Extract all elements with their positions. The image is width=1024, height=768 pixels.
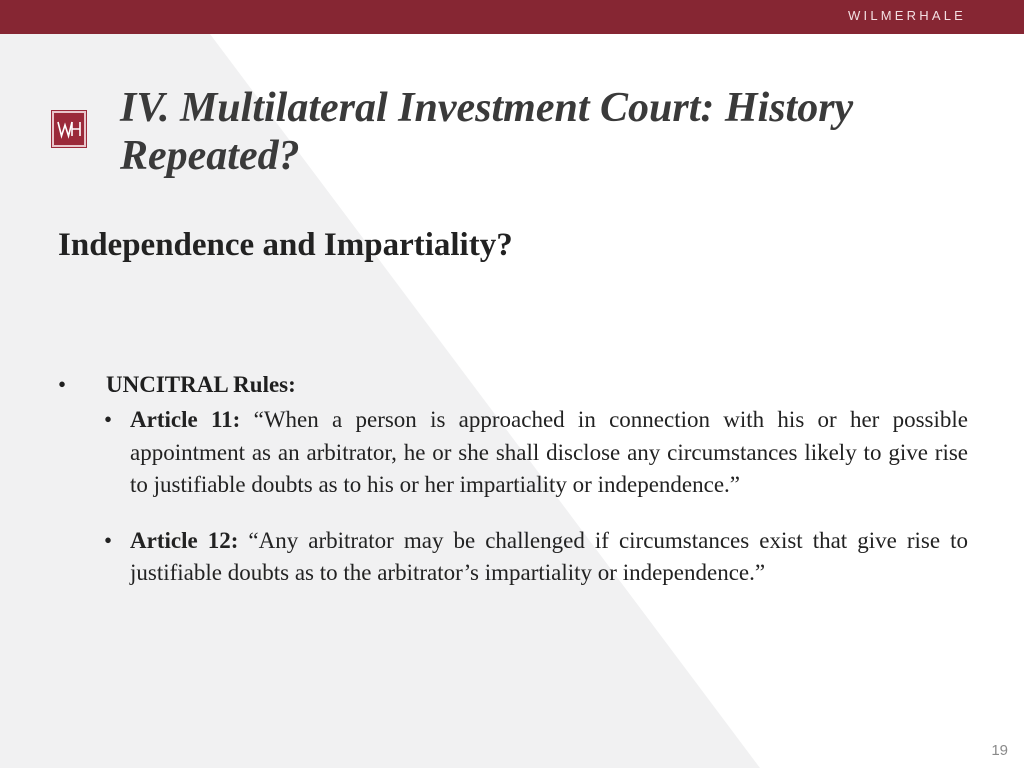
header-bar <box>0 0 1024 34</box>
page-number: 19 <box>991 742 1008 759</box>
brand-name: WILMERHALE <box>848 8 966 23</box>
article-11-label: Article 11: <box>130 407 254 432</box>
wh-logo <box>52 111 86 147</box>
bullet-marker: • <box>58 372 67 397</box>
slide-subtitle: Independence and Impartiality? <box>58 227 513 263</box>
bullet-label: UNCITRAL Rules: <box>106 372 296 397</box>
slide-content <box>58 372 968 613</box>
bullet-uncitral-rules <box>58 372 968 398</box>
article-12-text: “Any arbitrator may be challenged if circumstances exist that give rise to justifiable doubts as to the arbitrator’s impartiality or independence.” <box>130 527 968 585</box>
slide-title: IV. Multilateral Investment Court: History Repeated? <box>120 85 854 179</box>
article-12-label: Article 12: <box>130 527 249 553</box>
sub-bullet-article-12 <box>104 525 968 590</box>
sub-bullet-article-11 <box>104 404 968 502</box>
sub-bullet-marker: • <box>104 527 113 553</box>
sub-bullet-marker: • <box>104 407 113 432</box>
wh-logo-icon <box>56 119 82 139</box>
article-11-text: “When a person is approached in connection with his or her possible appointment as an arbitrator, he or she shall disclose any circumstances likely to give rise to justifiable doubts as to his or her impartiality or independence.” <box>130 407 968 497</box>
